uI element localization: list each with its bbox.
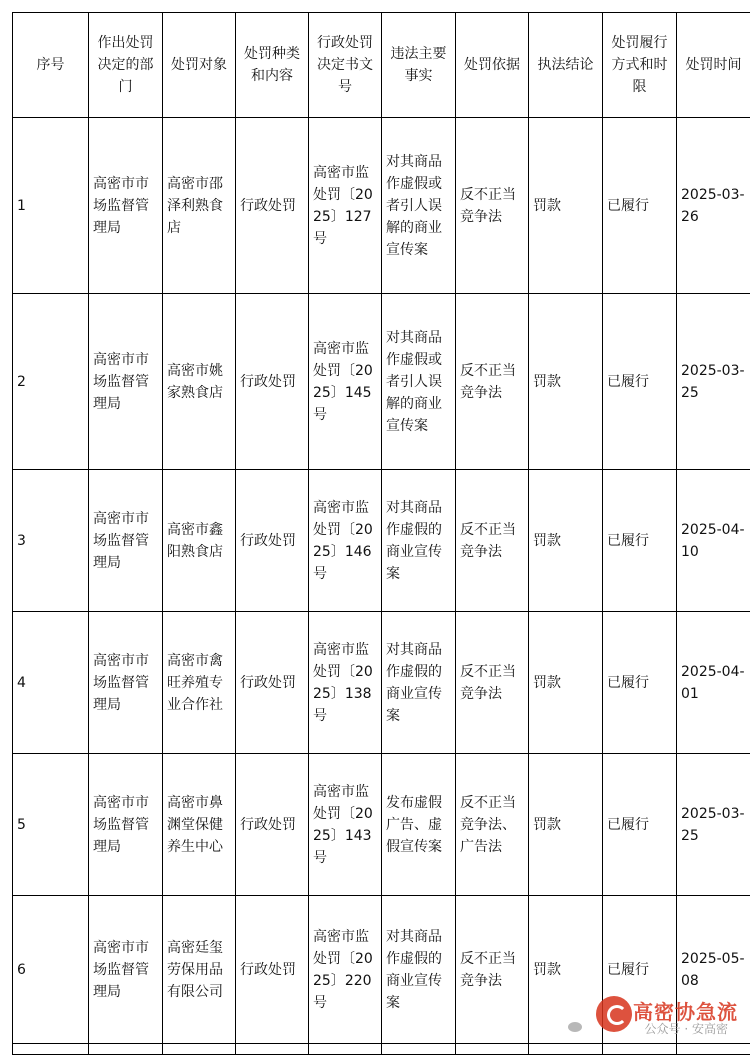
target-cell: 高密廷玺劳保用品有限公司	[163, 896, 236, 1044]
wechat-icon	[568, 1022, 582, 1032]
violation-fact-cell: 对其商品作虚假的商业宣传案	[382, 612, 456, 754]
stub-cell	[89, 1044, 163, 1055]
stub-cell	[236, 1044, 309, 1055]
legal-basis-cell: 反不正当竞争法、广告法	[456, 754, 529, 896]
header-row	[13, 13, 750, 118]
department-cell: 高密市市场监督管理局	[89, 896, 163, 1044]
date-cell: 2025-03-26	[677, 118, 750, 294]
target-cell: 高密市鼻渊堂保健养生中心	[163, 754, 236, 896]
document-number-cell: 高密市监处罚〔2025〕146号	[309, 470, 382, 612]
conclusion-cell: 罚款	[529, 294, 603, 470]
row-number: 2	[13, 294, 89, 470]
status-cell: 已履行	[603, 896, 677, 1044]
header-cell: 处罚对象	[163, 13, 236, 118]
header-cell: 处罚种类和内容	[236, 13, 309, 118]
row-number: 5	[13, 754, 89, 896]
penalty-type-cell: 行政处罚	[236, 754, 309, 896]
row-number: 6	[13, 896, 89, 1044]
status-cell: 已履行	[603, 612, 677, 754]
stub-cell	[309, 1044, 382, 1055]
stub-cell	[163, 1044, 236, 1055]
row-number: 1	[13, 118, 89, 294]
status-cell: 已履行	[603, 754, 677, 896]
status-cell: 已履行	[603, 294, 677, 470]
table-row	[13, 612, 750, 754]
target-cell: 高密市姚家熟食店	[163, 294, 236, 470]
table-row	[13, 118, 750, 294]
header-cell: 作出处罚决定的部门	[89, 13, 163, 118]
department-cell: 高密市市场监督管理局	[89, 470, 163, 612]
violation-fact-cell: 对其商品作虚假或者引人误解的商业宣传案	[382, 294, 456, 470]
conclusion-cell: 罚款	[529, 754, 603, 896]
violation-fact-cell: 对其商品作虚假的商业宣传案	[382, 896, 456, 1044]
status-cell: 已履行	[603, 118, 677, 294]
violation-fact-cell: 对其商品作虚假的商业宣传案	[382, 470, 456, 612]
watermark-brand: 高密协急流	[633, 996, 738, 1025]
legal-basis-cell: 反不正当竞争法	[456, 612, 529, 754]
table-row	[13, 294, 750, 470]
document-number-cell: 高密市监处罚〔2025〕127号	[309, 118, 382, 294]
date-cell: 2025-05-08	[677, 896, 750, 1044]
header-cell: 执法结论	[529, 13, 603, 118]
header-cell: 处罚履行方式和时限	[603, 13, 677, 118]
stub-cell	[13, 1044, 89, 1055]
department-cell: 高密市市场监督管理局	[89, 612, 163, 754]
penalty-type-cell: 行政处罚	[236, 470, 309, 612]
target-cell: 高密市邵泽利熟食店	[163, 118, 236, 294]
header-cell: 处罚时间	[677, 13, 750, 118]
violation-fact-cell: 对其商品作虚假或者引人误解的商业宣传案	[382, 118, 456, 294]
watermark	[532, 994, 742, 1034]
date-cell: 2025-03-25	[677, 294, 750, 470]
next-row-stub	[13, 1044, 750, 1055]
penalty-table	[12, 12, 750, 1055]
brand-logo-icon	[596, 996, 632, 1032]
stub-cell	[456, 1044, 529, 1055]
watermark-caption: 公众号 · 安高密	[645, 1020, 728, 1037]
conclusion-cell: 罚款	[529, 118, 603, 294]
penalty-type-cell: 行政处罚	[236, 118, 309, 294]
department-cell: 高密市市场监督管理局	[89, 294, 163, 470]
date-cell: 2025-04-10	[677, 470, 750, 612]
table-row	[13, 754, 750, 896]
target-cell: 高密市禽旺养殖专业合作社	[163, 612, 236, 754]
penalty-type-cell: 行政处罚	[236, 612, 309, 754]
document-number-cell: 高密市监处罚〔2025〕145号	[309, 294, 382, 470]
row-number: 3	[13, 470, 89, 612]
stub-cell	[382, 1044, 456, 1055]
table-row	[13, 470, 750, 612]
stub-cell	[603, 1044, 677, 1055]
row-number: 4	[13, 612, 89, 754]
penalty-type-cell: 行政处罚	[236, 896, 309, 1044]
legal-basis-cell: 反不正当竞争法	[456, 294, 529, 470]
document-number-cell: 高密市监处罚〔2025〕143号	[309, 754, 382, 896]
penalty-type-cell: 行政处罚	[236, 294, 309, 470]
header-cell: 违法主要事实	[382, 13, 456, 118]
document-number-cell: 高密市监处罚〔2025〕138号	[309, 612, 382, 754]
department-cell: 高密市市场监督管理局	[89, 118, 163, 294]
target-cell: 高密市鑫阳熟食店	[163, 470, 236, 612]
legal-basis-cell: 反不正当竞争法	[456, 470, 529, 612]
document-number-cell: 高密市监处罚〔2025〕220号	[309, 896, 382, 1044]
header-cell: 处罚依据	[456, 13, 529, 118]
conclusion-cell: 罚款	[529, 470, 603, 612]
stub-cell	[529, 1044, 603, 1055]
conclusion-cell: 罚款	[529, 612, 603, 754]
stub-cell	[677, 1044, 750, 1055]
header-cell: 行政处罚决定书文号	[309, 13, 382, 118]
status-cell: 已履行	[603, 470, 677, 612]
violation-fact-cell: 发布虚假广告、虚假宣传案	[382, 754, 456, 896]
date-cell: 2025-03-25	[677, 754, 750, 896]
department-cell: 高密市市场监督管理局	[89, 754, 163, 896]
legal-basis-cell: 反不正当竞争法	[456, 896, 529, 1044]
legal-basis-cell: 反不正当竞争法	[456, 118, 529, 294]
conclusion-cell: 罚款	[529, 896, 603, 1044]
header-cell: 序号	[13, 13, 89, 118]
date-cell: 2025-04-01	[677, 612, 750, 754]
